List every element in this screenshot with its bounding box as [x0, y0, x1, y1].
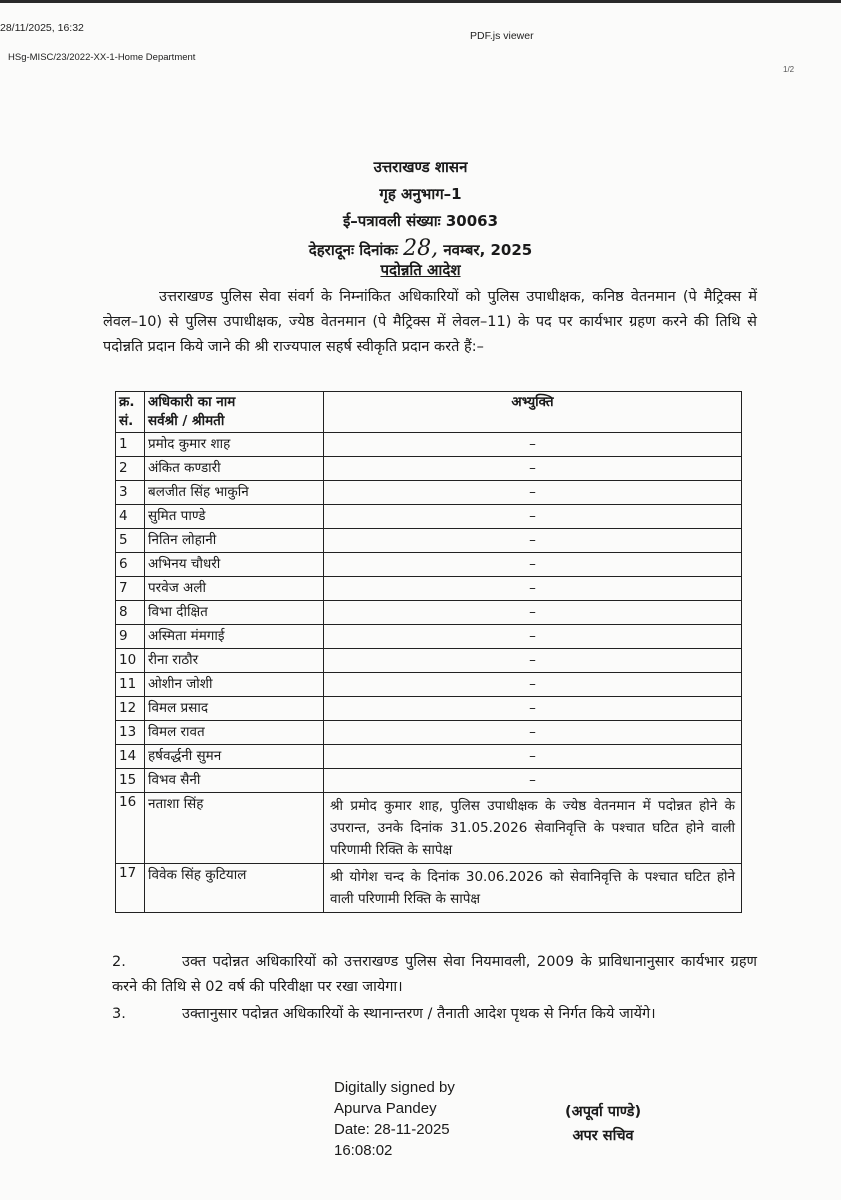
- row-sno: 9: [116, 625, 145, 649]
- table-row: [116, 793, 742, 864]
- paragraph-3: [112, 1002, 757, 1027]
- row-remark: श्री योगेश चन्द के दिनांक 30.06.2026 को सेवानिवृत्ति के पश्चात घटित होने वाली परिणामी रिक्ति के सापेक्ष: [324, 864, 742, 913]
- print-timestamp: 28/11/2025, 16:32: [0, 22, 84, 34]
- department-heading: गृह अनुभाग–1: [379, 185, 462, 203]
- table-row: [116, 481, 742, 505]
- row-sno: 17: [116, 864, 145, 913]
- table-row: [116, 553, 742, 577]
- viewer-title: PDF.js viewer: [470, 30, 534, 42]
- row-sno: 3: [116, 481, 145, 505]
- row-officer-name: प्रमोद कुमार शाह: [145, 433, 324, 457]
- row-officer-name: नितिन लोहानी: [145, 529, 324, 553]
- intro-paragraph: उत्तराखण्ड पुलिस सेवा संवर्ग के निम्नांकित अधिकारियों को पुलिस उपाधीक्षक, कनिष्ठ वेतनमान (पे मैट्रिक्स में लेवल–10) से पुलिस उपाधीक्षक, ज्येष्ठ वेतनमान (पे मैट्रिक्स में लेवल–11) के पद पर कार्यभार ग्रहण करने की तिथि से पदोन्नति प्रदान किये जाने की श्री राज्यपाल सहर्ष स्वीकृति प्रदान करते हैं:–: [103, 289, 757, 355]
- row-officer-name: विभव सैनी: [145, 769, 324, 793]
- row-sno: 4: [116, 505, 145, 529]
- row-sno: 10: [116, 649, 145, 673]
- table-row: [116, 505, 742, 529]
- page-marker: 1/2: [783, 65, 795, 74]
- table-row: [116, 769, 742, 793]
- row-sno: 7: [116, 577, 145, 601]
- date-prefix: देहरादूनः दिनांकः: [308, 241, 398, 259]
- table-row: [116, 721, 742, 745]
- date-day-handwritten: 28,: [403, 236, 439, 261]
- table-body: [116, 433, 742, 913]
- row-sno: 8: [116, 601, 145, 625]
- row-remark: –: [324, 505, 742, 529]
- paragraph-3-number: 3.: [112, 1006, 126, 1022]
- paragraph-3-text: उक्तानुसार पदोन्नत अधिकारियों के स्थानान्तरण / तैनाती आदेश पृथक से निर्गत किये जायेंगे।: [182, 1006, 656, 1022]
- row-officer-name: हर्षवर्द्धनी सुमन: [145, 745, 324, 769]
- order-date: [0, 236, 841, 261]
- paragraph-2-number: 2.: [112, 954, 126, 970]
- file-reference: HSg-MISC/23/2022-XX-1-Home Department: [8, 52, 196, 63]
- row-sno: 1: [116, 433, 145, 457]
- table-row: [116, 745, 742, 769]
- table-row: [116, 577, 742, 601]
- table-row: [116, 697, 742, 721]
- row-officer-name: नताशा सिंह: [145, 793, 324, 864]
- row-remark: –: [324, 697, 742, 721]
- row-officer-name: बलजीत सिंह भाकुनि: [145, 481, 324, 505]
- paragraph-2: [112, 950, 757, 1000]
- row-officer-name: ओशीन जोशी: [145, 673, 324, 697]
- sno-header: क्र. सं.: [116, 392, 145, 433]
- digital-signature-block: Digitally signed by Apurva Pandey Date: 28-11-2025 16:08:02: [334, 1079, 455, 1159]
- row-officer-name: रीना राठौर: [145, 649, 324, 673]
- row-sno: 16: [116, 793, 145, 864]
- row-officer-name: विभा दीक्षित: [145, 601, 324, 625]
- table-row: [116, 457, 742, 481]
- table-row: [116, 625, 742, 649]
- row-sno: 12: [116, 697, 145, 721]
- row-sno: 2: [116, 457, 145, 481]
- row-officer-name: अंकित कण्डारी: [145, 457, 324, 481]
- row-remark: –: [324, 457, 742, 481]
- government-heading: उत्तराखण्ड शासन: [373, 158, 468, 176]
- row-remark: –: [324, 673, 742, 697]
- remarks-header: अभ्युक्ति: [324, 392, 742, 433]
- table-header-row: [116, 392, 742, 433]
- table-row: [116, 601, 742, 625]
- row-officer-name: सुमित पाण्डे: [145, 505, 324, 529]
- row-officer-name: परवेज अली: [145, 577, 324, 601]
- row-remark: –: [324, 577, 742, 601]
- row-sno: 13: [116, 721, 145, 745]
- signatory-designation: अपर सचिव: [572, 1128, 634, 1144]
- row-officer-name: विवेक सिंह कुटियाल: [145, 864, 324, 913]
- row-remark: –: [324, 529, 742, 553]
- file-number: ई–पत्रावली संख्याः 30063: [342, 212, 499, 230]
- top-edge-bar: [0, 0, 841, 3]
- table-row: [116, 864, 742, 913]
- row-remark: –: [324, 649, 742, 673]
- date-suffix: नवम्बर, 2025: [443, 241, 533, 259]
- order-title: पदोन्नति आदेश: [380, 261, 461, 279]
- paragraph-2-text: उक्त पदोन्नत अधिकारियों को उत्तराखण्ड पुलिस सेवा नियमावली, 2009 के प्राविधानानुसार कार्यभार ग्रहण करने की तिथि से 02 वर्ष की परिवीक्षा पर रखा जायेगा।: [112, 954, 757, 995]
- signatory-name: (अपूर्वा पाण्डे): [565, 1104, 642, 1120]
- row-remark: –: [324, 745, 742, 769]
- row-sno: 11: [116, 673, 145, 697]
- row-remark: श्री प्रमोद कुमार शाह, पुलिस उपाधीक्षक के ज्येष्ठ वेतनमान में पदोन्नत होने के उपरान्त, उनके दिनांक 31.05.2026 सेवानिवृत्ति के पश्चात घटित होने वाली परिणामी रिक्ति के सापेक्ष: [324, 793, 742, 864]
- row-sno: 5: [116, 529, 145, 553]
- row-sno: 15: [116, 769, 145, 793]
- row-officer-name: विमल प्रसाद: [145, 697, 324, 721]
- table-row: [116, 529, 742, 553]
- row-remark: –: [324, 433, 742, 457]
- table-row: [116, 433, 742, 457]
- row-officer-name: विमल रावत: [145, 721, 324, 745]
- row-remark: –: [324, 721, 742, 745]
- row-sno: 14: [116, 745, 145, 769]
- name-header: अधिकारी का नाम सर्वश्री / श्रीमती: [145, 392, 324, 433]
- row-remark: –: [324, 481, 742, 505]
- row-officer-name: अस्मिता मंमगाई: [145, 625, 324, 649]
- row-remark: –: [324, 553, 742, 577]
- signatory-block: [565, 1100, 641, 1148]
- table-row: [116, 649, 742, 673]
- row-sno: 6: [116, 553, 145, 577]
- row-officer-name: अभिनय चौधरी: [145, 553, 324, 577]
- promotion-table: [115, 391, 742, 913]
- row-remark: –: [324, 601, 742, 625]
- table-row: [116, 673, 742, 697]
- row-remark: –: [324, 625, 742, 649]
- row-remark: –: [324, 769, 742, 793]
